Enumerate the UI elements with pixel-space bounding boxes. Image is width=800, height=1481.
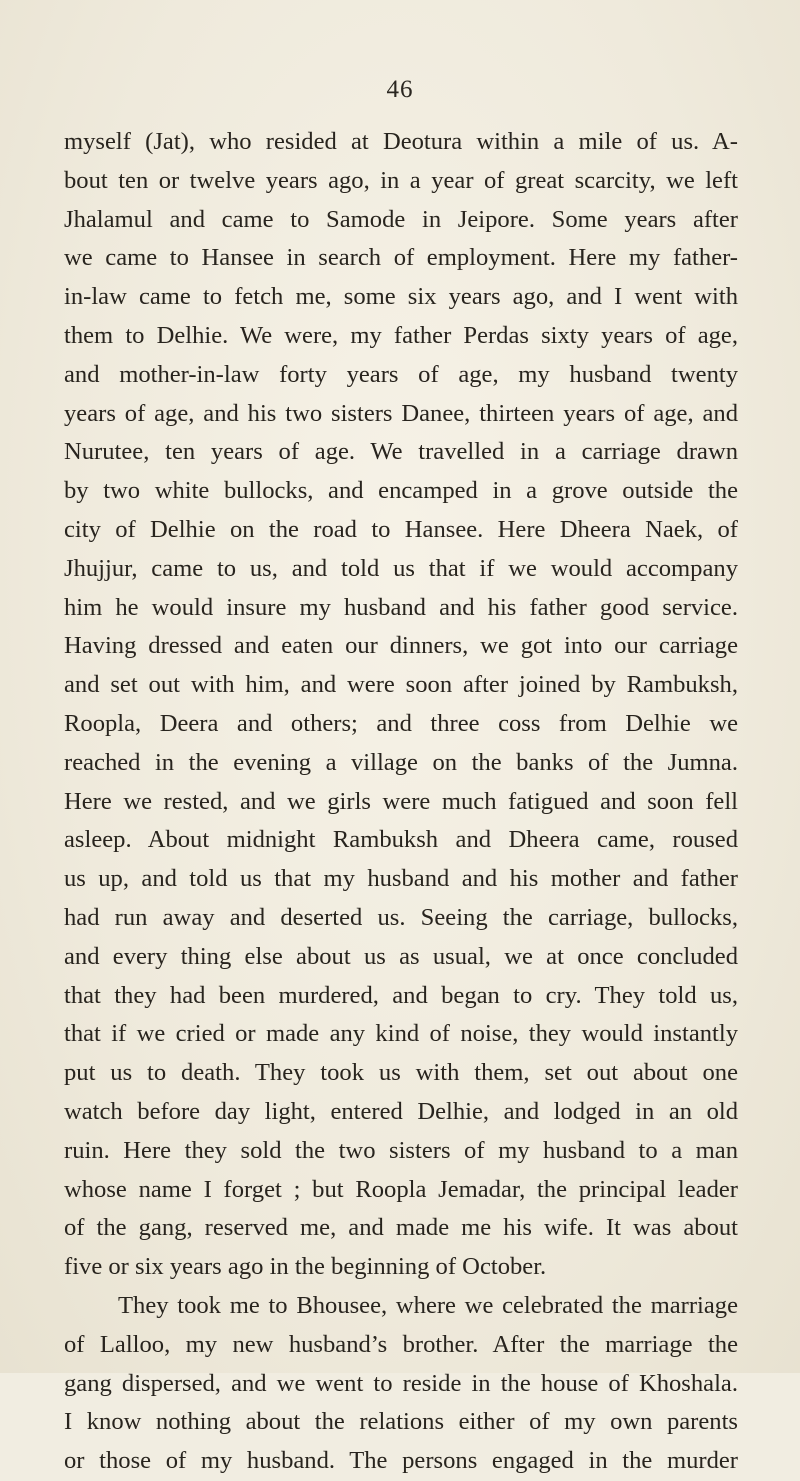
- body-text: [64, 123, 738, 1481]
- text-line: I know nothing about the relations either of my own parents: [64, 1408, 738, 1436]
- text-line: in-law came to fetch me, some six years ago, and I went with: [64, 283, 738, 311]
- text-line: Jhalamul and came to Samode in Jeipore. Some years after: [64, 205, 738, 233]
- text-line: gang dispersed, and we went to reside in the house of Khoshala.: [64, 1369, 738, 1397]
- page-number: 46: [386, 76, 414, 103]
- text-line: whose name I forget ; but Roopla Jemadar, the principal leader: [64, 1175, 738, 1203]
- text-line: Here we rested, and we girls were much fatigued and soon fell: [64, 787, 738, 815]
- text-line: myself (Jat), who resided at Deotura within a mile of us. A-: [64, 128, 738, 155]
- text-line: them to Delhie. We were, my father Perdas sixty years of age,: [64, 321, 738, 349]
- text-line: Nurutee, ten years of age. We travelled in a carriage drawn: [64, 438, 738, 466]
- text-line: put us to death. They took us with them, set out about one: [64, 1059, 738, 1087]
- text-line: that they had been murdered, and began to cry. They told us,: [64, 981, 738, 1009]
- text-line: and every thing else about us as usual, we at once concluded: [64, 942, 738, 970]
- text-line: that if we cried or made any kind of noise, they would instantly: [64, 1020, 738, 1048]
- text-line: by two white bullocks, and encamped in a grove outside the: [64, 477, 738, 505]
- text-line: had run away and deserted us. Seeing the carriage, bullocks,: [64, 903, 738, 931]
- text-line: Jhujjur, came to us, and told us that if we would accompany: [64, 554, 738, 582]
- text-line: and mother-in-law forty years of age, my husband twenty: [64, 360, 738, 388]
- text-line: city of Delhie on the road to Hansee. Here Dheera Naek, of: [64, 515, 738, 543]
- text-line: of the gang, reserved me, and made me his wife. It was about: [64, 1214, 738, 1242]
- text-line: Roopla, Deera and others; and three coss from Delhie we: [64, 709, 738, 737]
- text-line: or those of my husband. The persons engaged in the murder: [64, 1447, 738, 1475]
- text-line: bout ten or twelve years ago, in a year of great scarcity, we left: [64, 166, 738, 194]
- text-line: we came to Hansee in search of employment. Here my father-: [64, 244, 738, 272]
- text-line: him he would insure my husband and his father good service.: [64, 593, 738, 621]
- text-line: five or six years ago in the beginning of October.: [64, 1253, 547, 1281]
- text-line: of Lalloo, my new husband’s brother. After the marriage the: [64, 1330, 738, 1358]
- text-line: years of age, and his two sisters Danee, thirteen years of age, and: [64, 399, 738, 427]
- text-line: Having dressed and eaten our dinners, we got into our carriage: [64, 632, 738, 660]
- text-line: ruin. Here they sold the two sisters of my husband to a man: [64, 1136, 738, 1164]
- text-line: They took me to Bhousee, where we celebrated the marriage: [118, 1291, 738, 1319]
- text-line: watch before day light, entered Delhie, and lodged in an old: [64, 1097, 738, 1125]
- text-line: us up, and told us that my husband and his mother and father: [64, 865, 738, 893]
- text-line: reached in the evening a village on the banks of the Jumna.: [64, 748, 738, 776]
- text-line: and set out with him, and were soon after joined by Rambuksh,: [64, 671, 738, 699]
- text-line: asleep. About midnight Rambuksh and Dheera came, roused: [64, 826, 738, 854]
